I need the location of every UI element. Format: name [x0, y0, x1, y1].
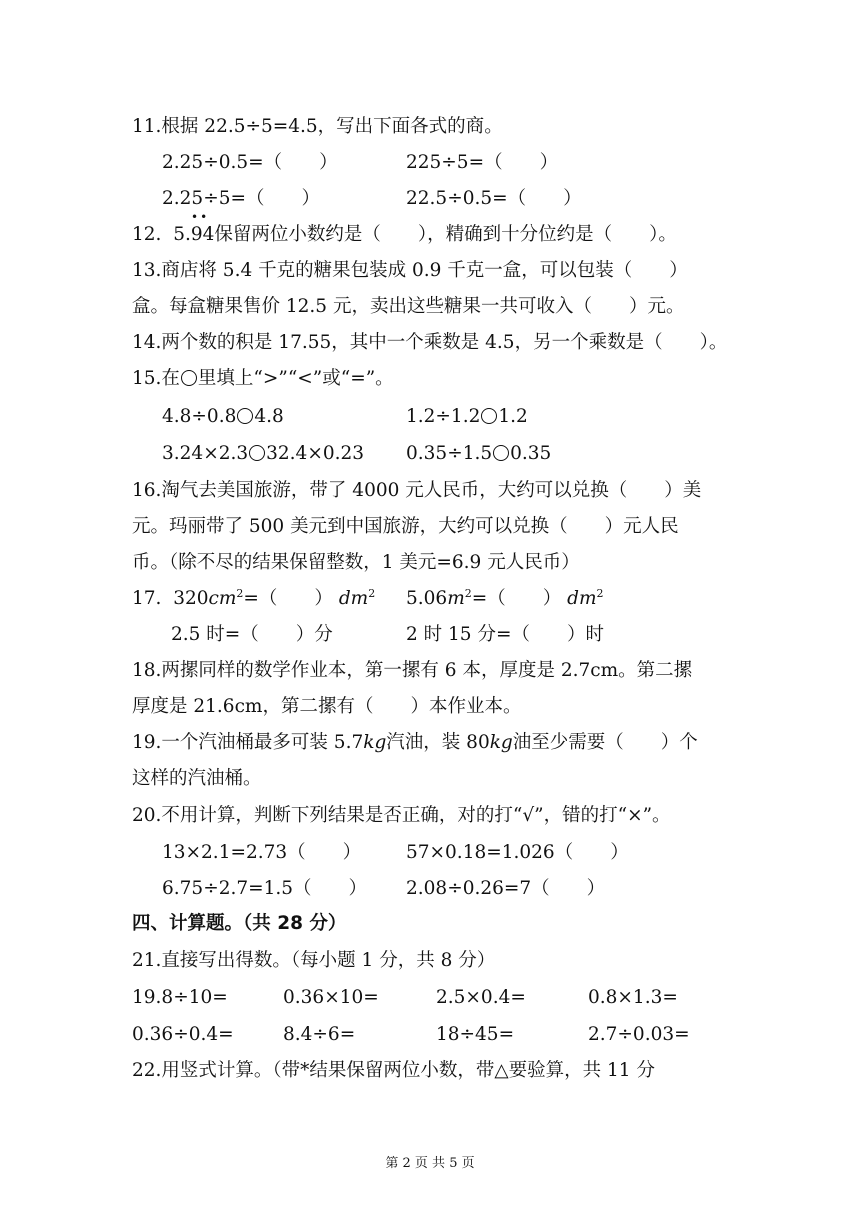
q17-item-c: 2.5 时=（ ）分 — [171, 624, 333, 645]
q17-line1 — [132, 587, 375, 611]
q17-b-blank: =（ ） — [471, 588, 562, 609]
q13-line2: 盒。每盒糖果售价 12.5 元，卖出这些糖果一共可收入（ ）元。 — [132, 296, 685, 317]
q19-line1 — [132, 731, 698, 755]
q19-part3: 油至少需要（ ）个 — [512, 732, 698, 753]
q15-item-d — [406, 442, 551, 466]
q17-item-d: 2 时 15 分=（ ）时 — [406, 624, 604, 645]
q15-c-right: 32.4×0.23 — [266, 443, 365, 464]
q16-line1: 16.淘气去美国旅游，带了 4000 元人民币，大约可以兑换（ ）美 — [132, 480, 702, 501]
q17-a-exp2: 2 — [368, 586, 376, 600]
q15-item-b — [406, 405, 528, 429]
section-four-heading — [132, 912, 346, 936]
q17-b-unit: m — [447, 588, 465, 609]
q12-line — [132, 223, 677, 247]
q21-item: 8.4÷6= — [283, 1024, 356, 1045]
q11-stem: 11.根据 22.5÷5=4.5，写出下面各式的商。 — [132, 116, 503, 137]
compare-circle-icon[interactable] — [493, 445, 509, 461]
page-footer: 第 2 页 共 5 页 — [385, 1156, 475, 1171]
q14-line: 14.两个数的积是 17.55，其中一个乘数是 4.5，另一个乘数是（ ）。 — [132, 332, 728, 353]
q16-line3: 币。（除不尽的结果保留整数，1 美元=6.9 元人民币） — [132, 552, 580, 573]
section-four-title-c: 分） — [302, 913, 347, 934]
q15-a-left: 4.8÷0.8 — [162, 406, 237, 427]
q15-b-left: 1.2÷1.2 — [406, 406, 481, 427]
q17-a-blank: =（ ） — [243, 588, 333, 609]
q20-item-b: 57×0.18=1.026（ ） — [406, 842, 629, 863]
q15-stem-a: 15.在 — [132, 368, 180, 389]
q17-b-exp: 2 — [464, 586, 472, 600]
q21-item: 0.36÷0.4= — [132, 1024, 234, 1045]
q15-a-right: 4.8 — [254, 406, 284, 427]
q12-recurring-number: 5.94 — [173, 224, 215, 245]
q20-stem: 20.不用计算，判断下列结果是否正确，对的打“√”，错的打“×”。 — [132, 805, 671, 826]
recurring-decimal-dots: •• — [191, 210, 210, 224]
q11-item-d: 22.5÷0.5=（ ） — [406, 188, 582, 209]
q17-item-b — [406, 587, 604, 611]
section-four-score: 28 — [277, 913, 303, 934]
q17-b-exp2: 2 — [596, 586, 604, 600]
q15-c-left: 3.24×2.3 — [162, 443, 249, 464]
q17-a-unit: cm — [208, 588, 237, 609]
q11-item-b: 225÷5=（ ） — [406, 152, 559, 173]
q18-line2: 厚度是 21.6cm，第二摞有（ ）本作业本。 — [132, 696, 522, 717]
q19-part2: 汽油，装 80 — [386, 732, 490, 753]
q12-text: 保留两位小数约是（ ），精确到十分位约是（ ）。 — [214, 224, 677, 245]
q15-b-right: 1.2 — [498, 406, 528, 427]
circle-icon — [181, 370, 197, 386]
q17-number-label: 17. — [132, 588, 162, 609]
q15-stem-b: 里填上“>”“<”或“=”。 — [197, 368, 394, 389]
q15-item-a — [162, 405, 284, 429]
q17-b-unit2: dm — [567, 588, 597, 609]
q17-a-unit2: dm — [338, 588, 369, 609]
q19-unit-a: kg — [363, 732, 387, 753]
q11-item-a: 2.25÷0.5=（ ） — [162, 152, 338, 173]
q21-item: 2.7÷0.03= — [588, 1024, 690, 1045]
compare-circle-icon[interactable] — [249, 445, 265, 461]
q21-item: 0.36×10= — [283, 987, 379, 1008]
section-four-title-a: 四、计算题。（共 — [132, 913, 278, 934]
q21-item: 0.8×1.3= — [588, 987, 678, 1008]
q20-item-a: 13×2.1=2.73（ ） — [162, 842, 362, 863]
q21-item: 18÷45= — [436, 1024, 515, 1045]
compare-circle-icon[interactable] — [237, 408, 253, 424]
q15-d-left: 0.35÷1.5 — [406, 443, 493, 464]
q18-line1: 18.两摞同样的数学作业本，第一摞有 6 本，厚度是 2.7cm。第二摞 — [132, 660, 693, 681]
q15-stem — [132, 367, 394, 391]
q19-line2: 这样的汽油桶。 — [132, 768, 262, 789]
q16-line2: 元。玛丽带了 500 美元到中国旅游，大约可以兑换（ ）元人民 — [132, 516, 679, 537]
q19-part1: 19.一个汽油桶最多可装 5.7 — [132, 732, 364, 753]
q22-stem: 22.用竖式计算。（带*结果保留两位小数，带△要验算，共 11 分 — [132, 1060, 655, 1081]
q20-item-d: 2.08÷0.26=7（ ） — [406, 878, 606, 899]
q20-item-c: 6.75÷2.7=1.5（ ） — [162, 878, 368, 899]
q17-a-value: 320 — [173, 588, 209, 609]
q12-number-label: 12. — [132, 224, 162, 245]
compare-circle-icon[interactable] — [481, 408, 497, 424]
q15-d-right: 0.35 — [510, 443, 552, 464]
q17-b-value: 5.06 — [406, 588, 448, 609]
q19-unit-b: kg — [489, 732, 513, 753]
q15-item-c — [162, 442, 364, 466]
q21-item: 2.5×0.4= — [436, 987, 526, 1008]
q17-a-exp: 2 — [236, 586, 244, 600]
q21-stem: 21.直接写出得数。（每小题 1 分，共 8 分） — [132, 950, 496, 971]
q13-line1: 13.商店将 5.4 千克的糖果包装成 0.9 千克一盒，可以包装（ ） — [132, 260, 688, 281]
q11-item-c: 2.25÷5=（ ） — [162, 188, 320, 209]
q21-item: 19.8÷10= — [132, 987, 228, 1008]
